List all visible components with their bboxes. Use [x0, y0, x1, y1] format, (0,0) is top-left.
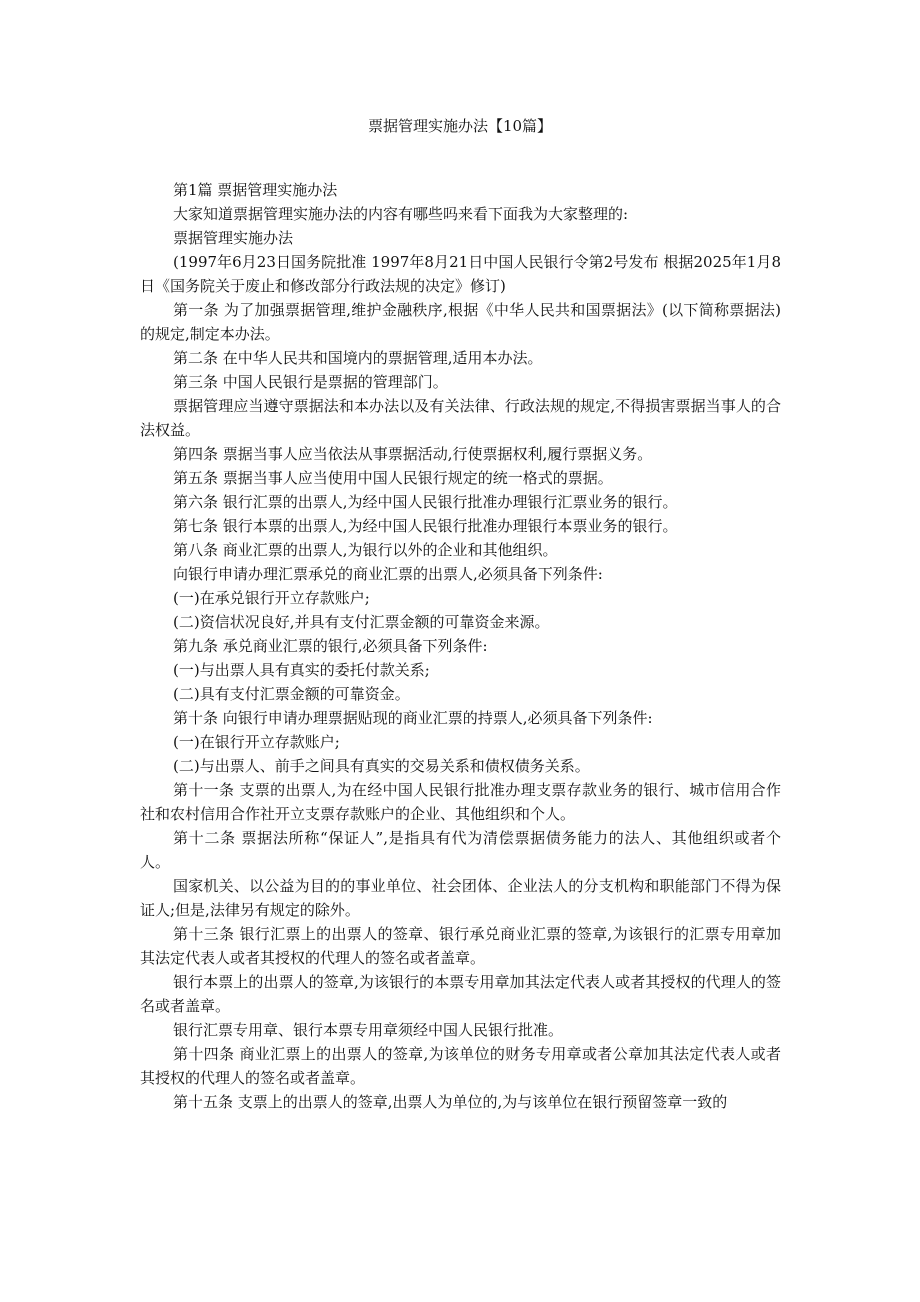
paragraph-12: 第七条 银行本票的出票人,为经中国人民银行批准办理银行本票业务的银行。	[173, 517, 678, 535]
paragraph-23: 第十一条 支票的出票人,为在经中国人民银行批准办理支票存款业务的银行、城市信用合作社和农村信用合作社开立支票存款账户的企业、其他组织和个人。	[140, 781, 781, 823]
paragraph-4: (1997年6月23日国务院批准 1997年8月21日中国人民银行令第2号发布 根据2025年1月8日《国务院关于废止和修改部分行政法规的决定》修订)	[140, 253, 781, 295]
paragraph-22: (二)与出票人、前手之间具有真实的交易关系和债权债务关系。	[173, 757, 590, 775]
paragraph-14: 向银行申请办理汇票承兑的商业汇票的出票人,必须具备下列条件:	[173, 565, 603, 583]
paragraph-27: 银行本票上的出票人的签章,为该银行的本票专用章加其法定代表人或者其授权的代理人的签名或者盖章。	[140, 973, 781, 1015]
paragraph-20: 第十条 向银行申请办理票据贴现的商业汇票的持票人,必须具备下列条件:	[173, 709, 653, 727]
paragraph-8: 票据管理应当遵守票据法和本办法以及有关法律、行政法规的规定,不得损害票据当事人的合法权益。	[140, 397, 781, 439]
paragraph-16: (二)资信状况良好,并具有支付汇票金额的可靠资金来源。	[173, 613, 550, 631]
paragraph-6: 第二条 在中华人民共和国境内的票据管理,适用本办法。	[173, 349, 543, 367]
paragraph-25: 国家机关、以公益为目的的事业单位、社会团体、企业法人的分支机构和职能部门不得为保证人;但是,法律另有规定的除外。	[140, 877, 781, 919]
paragraph-18: (一)与出票人具有真实的委托付款关系;	[173, 661, 430, 679]
paragraph-21: (一)在银行开立存款账户;	[173, 733, 340, 751]
document-body	[140, 178, 781, 1114]
paragraph-7: 第三条 中国人民银行是票据的管理部门。	[173, 373, 448, 391]
paragraph-11: 第六条 银行汇票的出票人,为经中国人民银行批准办理银行汇票业务的银行。	[173, 493, 678, 511]
paragraph-17: 第九条 承兑商业汇票的银行,必须具备下列条件:	[173, 637, 488, 655]
paragraph-26: 第十三条 银行汇票上的出票人的签章、银行承兑商业汇票的签章,为该银行的汇票专用章加其法定代表人或者其授权的代理人的签名或者盖章。	[140, 925, 781, 967]
paragraph-2: 大家知道票据管理实施办法的内容有哪些吗来看下面我为大家整理的:	[173, 205, 629, 223]
paragraph-24: 第十二条 票据法所称“保证人”,是指具有代为清偿票据债务能力的法人、其他组织或者个人。	[140, 829, 781, 871]
paragraph-28: 银行汇票专用章、银行本票专用章须经中国人民银行批准。	[173, 1021, 564, 1039]
paragraph-3: 票据管理实施办法	[173, 229, 294, 247]
paragraph-9: 第四条 票据当事人应当依法从事票据活动,行使票据权利,履行票据义务。	[173, 445, 653, 463]
paragraph-29: 第十四条 商业汇票上的出票人的签章,为该单位的财务专用章或者公章加其法定代表人或者其授权的代理人的签名或者盖章。	[140, 1045, 781, 1087]
paragraph-1: 第1篇 票据管理实施办法	[173, 181, 338, 199]
paragraph-5: 第一条 为了加强票据管理,维护金融秩序,根据《中华人民共和国票据法》(以下简称票据法)的规定,制定本办法。	[140, 301, 781, 343]
paragraph-13: 第八条 商业汇票的出票人,为银行以外的企业和其他组织。	[173, 541, 558, 559]
paragraph-15: (一)在承兑银行开立存款账户;	[173, 589, 370, 607]
paragraph-30: 第十五条 支票上的出票人的签章,出票人为单位的,为与该单位在银行预留签章一致的	[173, 1093, 728, 1111]
paragraph-19: (二)具有支付汇票金额的可靠资金。	[173, 685, 410, 703]
paragraph-10: 第五条 票据当事人应当使用中国人民银行规定的统一格式的票据。	[173, 469, 613, 487]
document-title: 票据管理实施办法【10篇】	[367, 117, 553, 135]
